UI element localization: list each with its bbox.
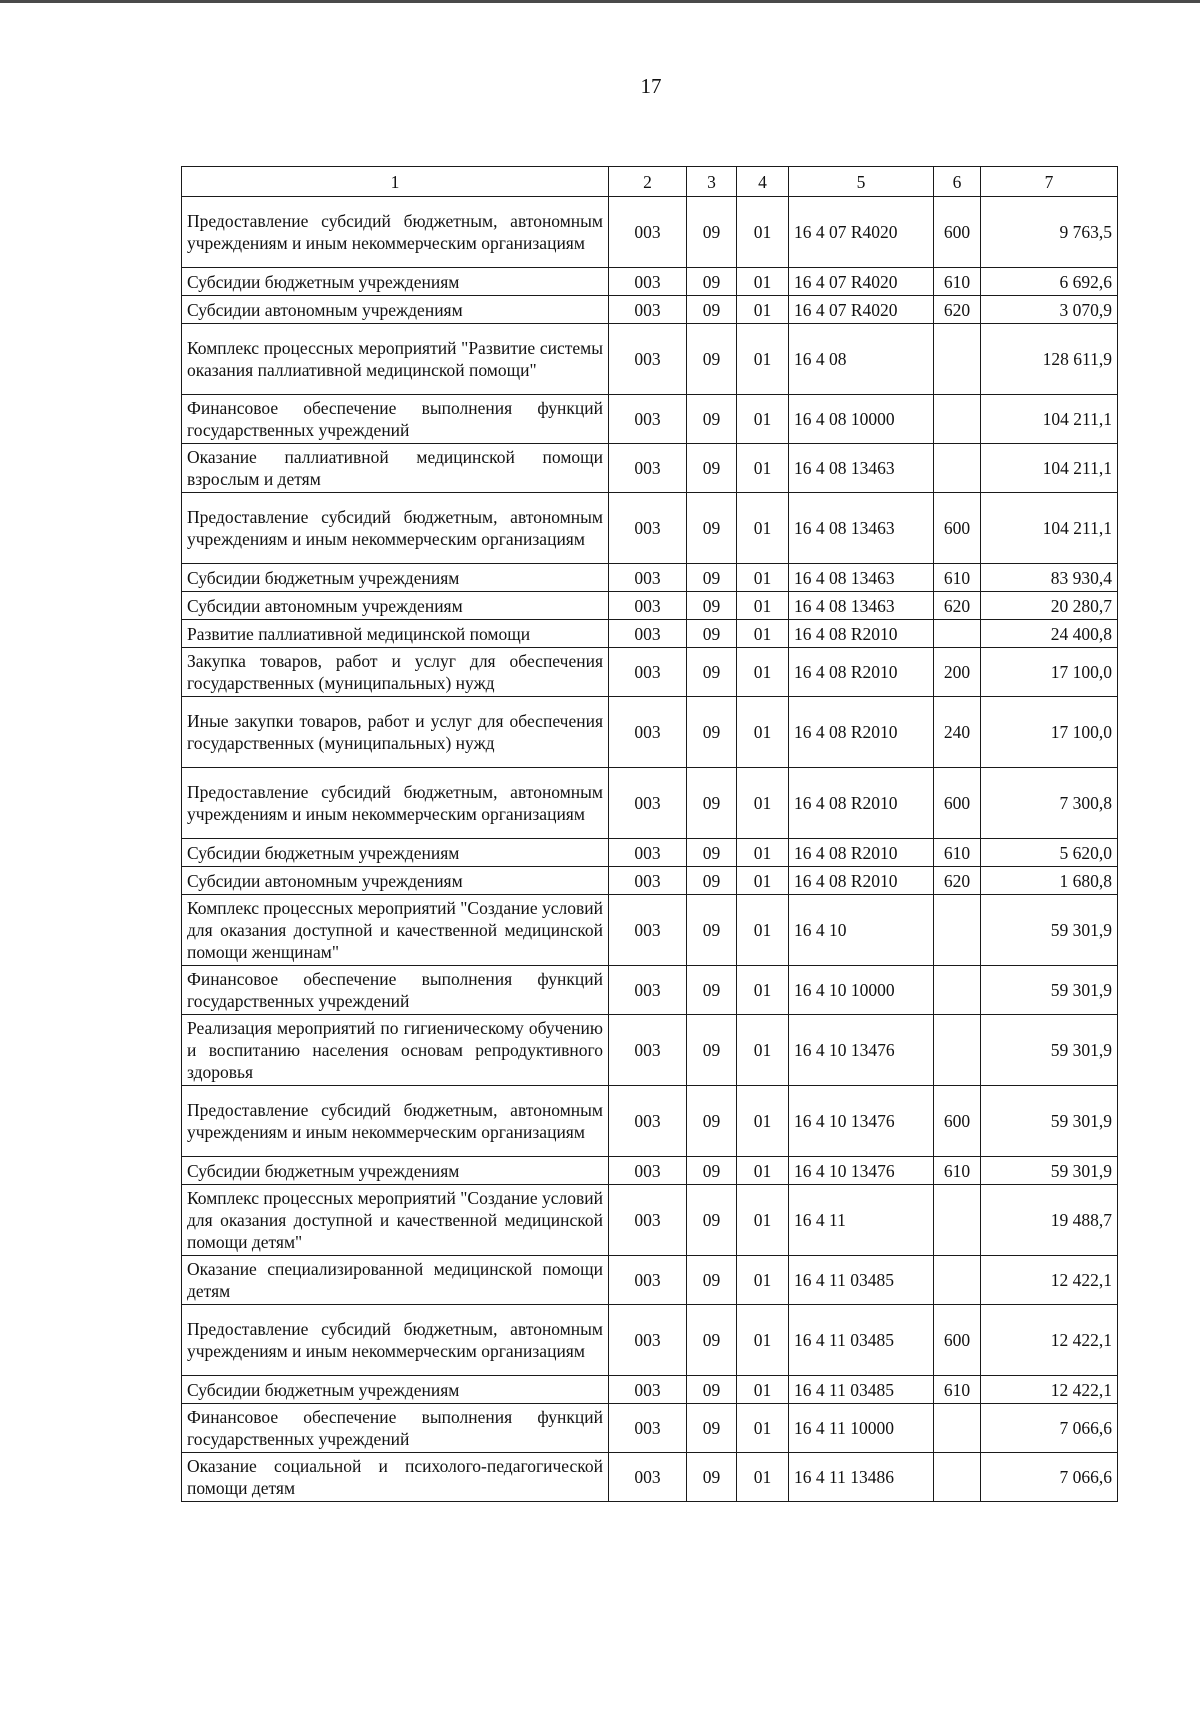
row-target-article: 16 4 11 03485 [789, 1305, 934, 1376]
row-subsection-code: 01 [737, 592, 789, 620]
table-row [182, 1185, 1118, 1256]
row-amount: 19 488,7 [981, 1185, 1118, 1256]
row-ministry-code: 003 [609, 1305, 687, 1376]
row-ministry-code: 003 [609, 493, 687, 564]
row-description: Субсидии бюджетным учреждениям [182, 268, 609, 296]
row-section-code: 09 [687, 592, 737, 620]
row-subsection-code: 01 [737, 296, 789, 324]
row-expense-type: 620 [934, 296, 981, 324]
table-row [182, 1305, 1118, 1376]
row-amount: 1 680,8 [981, 867, 1118, 895]
row-section-code: 09 [687, 768, 737, 839]
row-target-article: 16 4 11 10000 [789, 1404, 934, 1453]
table-row [182, 324, 1118, 395]
row-ministry-code: 003 [609, 648, 687, 697]
row-ministry-code: 003 [609, 395, 687, 444]
page-number: 17 [640, 74, 662, 98]
row-target-article: 16 4 08 13463 [789, 592, 934, 620]
row-section-code: 09 [687, 697, 737, 768]
row-subsection-code: 01 [737, 620, 789, 648]
row-section-code: 09 [687, 493, 737, 564]
row-subsection-code: 01 [737, 966, 789, 1015]
row-description: Оказание специализированной медицинской помощи детям [182, 1256, 609, 1305]
row-target-article: 16 4 10 13476 [789, 1086, 934, 1157]
row-description: Субсидии бюджетным учреждениям [182, 564, 609, 592]
row-amount: 3 070,9 [981, 296, 1118, 324]
row-description: Финансовое обеспечение выполнения функций государственных учреждений [182, 395, 609, 444]
row-description: Предоставление субсидий бюджетным, автономным учреждениям и иным некоммерческим организациям [182, 1305, 609, 1376]
row-target-article: 16 4 10 10000 [789, 966, 934, 1015]
table-row [182, 966, 1118, 1015]
row-expense-type: 610 [934, 268, 981, 296]
row-subsection-code: 01 [737, 1404, 789, 1453]
row-ministry-code: 003 [609, 1157, 687, 1185]
row-target-article: 16 4 08 R2010 [789, 768, 934, 839]
row-expense-type [934, 1404, 981, 1453]
row-target-article: 16 4 10 13476 [789, 1015, 934, 1086]
row-ministry-code: 003 [609, 296, 687, 324]
table-row [182, 564, 1118, 592]
row-description: Субсидии бюджетным учреждениям [182, 1376, 609, 1404]
row-amount: 12 422,1 [981, 1376, 1118, 1404]
row-expense-type: 610 [934, 839, 981, 867]
row-amount: 104 211,1 [981, 444, 1118, 493]
table-row [182, 1086, 1118, 1157]
row-subsection-code: 01 [737, 1015, 789, 1086]
row-expense-type: 600 [934, 197, 981, 268]
row-subsection-code: 01 [737, 768, 789, 839]
row-ministry-code: 003 [609, 444, 687, 493]
row-description: Финансовое обеспечение выполнения функций государственных учреждений [182, 966, 609, 1015]
row-subsection-code: 01 [737, 839, 789, 867]
row-ministry-code: 003 [609, 564, 687, 592]
row-expense-type: 240 [934, 697, 981, 768]
row-subsection-code: 01 [737, 268, 789, 296]
row-ministry-code: 003 [609, 324, 687, 395]
row-subsection-code: 01 [737, 1256, 789, 1305]
row-subsection-code: 01 [737, 197, 789, 268]
row-amount: 24 400,8 [981, 620, 1118, 648]
row-amount: 7 066,6 [981, 1453, 1118, 1502]
row-description: Оказание социальной и психолого-педагогической помощи детям [182, 1453, 609, 1502]
table-row [182, 592, 1118, 620]
row-section-code: 09 [687, 1185, 737, 1256]
row-expense-type [934, 1256, 981, 1305]
row-subsection-code: 01 [737, 895, 789, 966]
row-section-code: 09 [687, 1453, 737, 1502]
row-target-article: 16 4 08 R2010 [789, 839, 934, 867]
row-expense-type: 620 [934, 592, 981, 620]
row-section-code: 09 [687, 395, 737, 444]
row-target-article: 16 4 08 13463 [789, 493, 934, 564]
row-description: Финансовое обеспечение выполнения функций государственных учреждений [182, 1404, 609, 1453]
scan-top-edge [0, 0, 1200, 3]
row-ministry-code: 003 [609, 697, 687, 768]
row-expense-type [934, 1185, 981, 1256]
table-row [182, 444, 1118, 493]
row-ministry-code: 003 [609, 839, 687, 867]
row-subsection-code: 01 [737, 444, 789, 493]
row-expense-type [934, 620, 981, 648]
row-section-code: 09 [687, 620, 737, 648]
table-row [182, 620, 1118, 648]
column-header: 6 [934, 167, 981, 197]
row-section-code: 09 [687, 1256, 737, 1305]
row-expense-type [934, 1453, 981, 1502]
row-section-code: 09 [687, 867, 737, 895]
row-description: Комплекс процессных мероприятий "Развитие системы оказания паллиативной медицинской помощи" [182, 324, 609, 395]
table-row [182, 768, 1118, 839]
row-subsection-code: 01 [737, 1376, 789, 1404]
table-row [182, 1157, 1118, 1185]
row-amount: 59 301,9 [981, 1157, 1118, 1185]
row-ministry-code: 003 [609, 867, 687, 895]
row-subsection-code: 01 [737, 1453, 789, 1502]
row-target-article: 16 4 11 [789, 1185, 934, 1256]
table-row [182, 648, 1118, 697]
row-expense-type: 620 [934, 867, 981, 895]
row-ministry-code: 003 [609, 620, 687, 648]
row-subsection-code: 01 [737, 324, 789, 395]
row-description: Иные закупки товаров, работ и услуг для обеспечения государственных (муниципальных) нужд [182, 697, 609, 768]
row-description: Предоставление субсидий бюджетным, автономным учреждениям и иным некоммерческим организациям [182, 1086, 609, 1157]
row-expense-type: 600 [934, 768, 981, 839]
row-subsection-code: 01 [737, 1157, 789, 1185]
row-section-code: 09 [687, 296, 737, 324]
column-header: 5 [789, 167, 934, 197]
table-row [182, 1256, 1118, 1305]
row-section-code: 09 [687, 1157, 737, 1185]
row-amount: 128 611,9 [981, 324, 1118, 395]
row-expense-type: 600 [934, 1305, 981, 1376]
row-target-article: 16 4 11 13486 [789, 1453, 934, 1502]
row-ministry-code: 003 [609, 1404, 687, 1453]
row-description: Предоставление субсидий бюджетным, автономным учреждениям и иным некоммерческим организациям [182, 197, 609, 268]
row-expense-type: 610 [934, 1157, 981, 1185]
column-header: 3 [687, 167, 737, 197]
table-row [182, 1376, 1118, 1404]
row-section-code: 09 [687, 1015, 737, 1086]
row-amount: 104 211,1 [981, 493, 1118, 564]
row-expense-type: 200 [934, 648, 981, 697]
row-target-article: 16 4 08 R2010 [789, 697, 934, 768]
row-expense-type [934, 324, 981, 395]
row-expense-type: 610 [934, 564, 981, 592]
row-ministry-code: 003 [609, 1015, 687, 1086]
row-section-code: 09 [687, 197, 737, 268]
table-row [182, 395, 1118, 444]
row-description: Предоставление субсидий бюджетным, автономным учреждениям и иным некоммерческим организациям [182, 493, 609, 564]
row-section-code: 09 [687, 1376, 737, 1404]
row-section-code: 09 [687, 444, 737, 493]
row-section-code: 09 [687, 648, 737, 697]
row-description: Развитие паллиативной медицинской помощи [182, 620, 609, 648]
row-expense-type [934, 966, 981, 1015]
row-section-code: 09 [687, 564, 737, 592]
row-amount: 59 301,9 [981, 895, 1118, 966]
column-header: 7 [981, 167, 1118, 197]
row-amount: 59 301,9 [981, 1086, 1118, 1157]
table-row [182, 867, 1118, 895]
row-section-code: 09 [687, 324, 737, 395]
row-target-article: 16 4 08 13463 [789, 564, 934, 592]
row-amount: 7 066,6 [981, 1404, 1118, 1453]
row-description: Субсидии автономным учреждениям [182, 592, 609, 620]
row-subsection-code: 01 [737, 697, 789, 768]
row-target-article: 16 4 08 [789, 324, 934, 395]
row-subsection-code: 01 [737, 648, 789, 697]
row-ministry-code: 003 [609, 1376, 687, 1404]
row-expense-type [934, 444, 981, 493]
row-ministry-code: 003 [609, 895, 687, 966]
row-section-code: 09 [687, 895, 737, 966]
row-description: Оказание паллиативной медицинской помощи взрослым и детям [182, 444, 609, 493]
row-description: Комплекс процессных мероприятий "Создание условий для оказания доступной и качественной медицинской помощи женщинам" [182, 895, 609, 966]
row-amount: 104 211,1 [981, 395, 1118, 444]
row-amount: 20 280,7 [981, 592, 1118, 620]
row-subsection-code: 01 [737, 493, 789, 564]
row-target-article: 16 4 07 R4020 [789, 268, 934, 296]
row-ministry-code: 003 [609, 768, 687, 839]
row-section-code: 09 [687, 268, 737, 296]
row-ministry-code: 003 [609, 1453, 687, 1502]
row-ministry-code: 003 [609, 966, 687, 1015]
row-expense-type: 610 [934, 1376, 981, 1404]
row-description: Субсидии автономным учреждениям [182, 296, 609, 324]
table-row [182, 697, 1118, 768]
row-subsection-code: 01 [737, 395, 789, 444]
row-amount: 12 422,1 [981, 1256, 1118, 1305]
row-section-code: 09 [687, 1305, 737, 1376]
row-description: Закупка товаров, работ и услуг для обеспечения государственных (муниципальных) нужд [182, 648, 609, 697]
row-target-article: 16 4 10 [789, 895, 934, 966]
row-target-article: 16 4 08 13463 [789, 444, 934, 493]
budget-table [181, 166, 1118, 1502]
row-subsection-code: 01 [737, 867, 789, 895]
row-amount: 59 301,9 [981, 1015, 1118, 1086]
row-amount: 83 930,4 [981, 564, 1118, 592]
table-row [182, 1453, 1118, 1502]
row-ministry-code: 003 [609, 1185, 687, 1256]
column-header: 1 [182, 167, 609, 197]
row-expense-type: 600 [934, 1086, 981, 1157]
row-section-code: 09 [687, 839, 737, 867]
row-target-article: 16 4 08 R2010 [789, 620, 934, 648]
row-ministry-code: 003 [609, 197, 687, 268]
row-target-article: 16 4 10 13476 [789, 1157, 934, 1185]
row-target-article: 16 4 07 R4020 [789, 296, 934, 324]
table-row [182, 268, 1118, 296]
table-row [182, 197, 1118, 268]
row-amount: 59 301,9 [981, 966, 1118, 1015]
row-description: Субсидии бюджетным учреждениям [182, 839, 609, 867]
row-ministry-code: 003 [609, 592, 687, 620]
row-expense-type: 600 [934, 493, 981, 564]
row-section-code: 09 [687, 966, 737, 1015]
row-ministry-code: 003 [609, 1086, 687, 1157]
row-expense-type [934, 1015, 981, 1086]
row-ministry-code: 003 [609, 1256, 687, 1305]
row-amount: 9 763,5 [981, 197, 1118, 268]
row-target-article: 16 4 11 03485 [789, 1256, 934, 1305]
table-row [182, 296, 1118, 324]
table-header-row [182, 167, 1118, 197]
row-amount: 5 620,0 [981, 839, 1118, 867]
row-description: Реализация мероприятий по гигиеническому обучению и воспитанию населения основам репродуктивного здоровья [182, 1015, 609, 1086]
row-description: Субсидии бюджетным учреждениям [182, 1157, 609, 1185]
column-header: 4 [737, 167, 789, 197]
row-description: Предоставление субсидий бюджетным, автономным учреждениям и иным некоммерческим организациям [182, 768, 609, 839]
row-amount: 6 692,6 [981, 268, 1118, 296]
row-expense-type [934, 395, 981, 444]
row-amount: 7 300,8 [981, 768, 1118, 839]
row-target-article: 16 4 08 R2010 [789, 867, 934, 895]
table-row [182, 895, 1118, 966]
row-target-article: 16 4 07 R4020 [789, 197, 934, 268]
table-row [182, 1015, 1118, 1086]
row-subsection-code: 01 [737, 1185, 789, 1256]
row-description: Субсидии автономным учреждениям [182, 867, 609, 895]
table-row [182, 493, 1118, 564]
column-header: 2 [609, 167, 687, 197]
row-amount: 12 422,1 [981, 1305, 1118, 1376]
table-row [182, 839, 1118, 867]
row-subsection-code: 01 [737, 1305, 789, 1376]
row-amount: 17 100,0 [981, 697, 1118, 768]
table-row [182, 1404, 1118, 1453]
row-ministry-code: 003 [609, 268, 687, 296]
row-expense-type [934, 895, 981, 966]
row-subsection-code: 01 [737, 1086, 789, 1157]
row-target-article: 16 4 08 10000 [789, 395, 934, 444]
row-section-code: 09 [687, 1086, 737, 1157]
row-description: Комплекс процессных мероприятий "Создание условий для оказания доступной и качественной медицинской помощи детям" [182, 1185, 609, 1256]
row-section-code: 09 [687, 1404, 737, 1453]
row-amount: 17 100,0 [981, 648, 1118, 697]
row-target-article: 16 4 08 R2010 [789, 648, 934, 697]
row-subsection-code: 01 [737, 564, 789, 592]
row-target-article: 16 4 11 03485 [789, 1376, 934, 1404]
